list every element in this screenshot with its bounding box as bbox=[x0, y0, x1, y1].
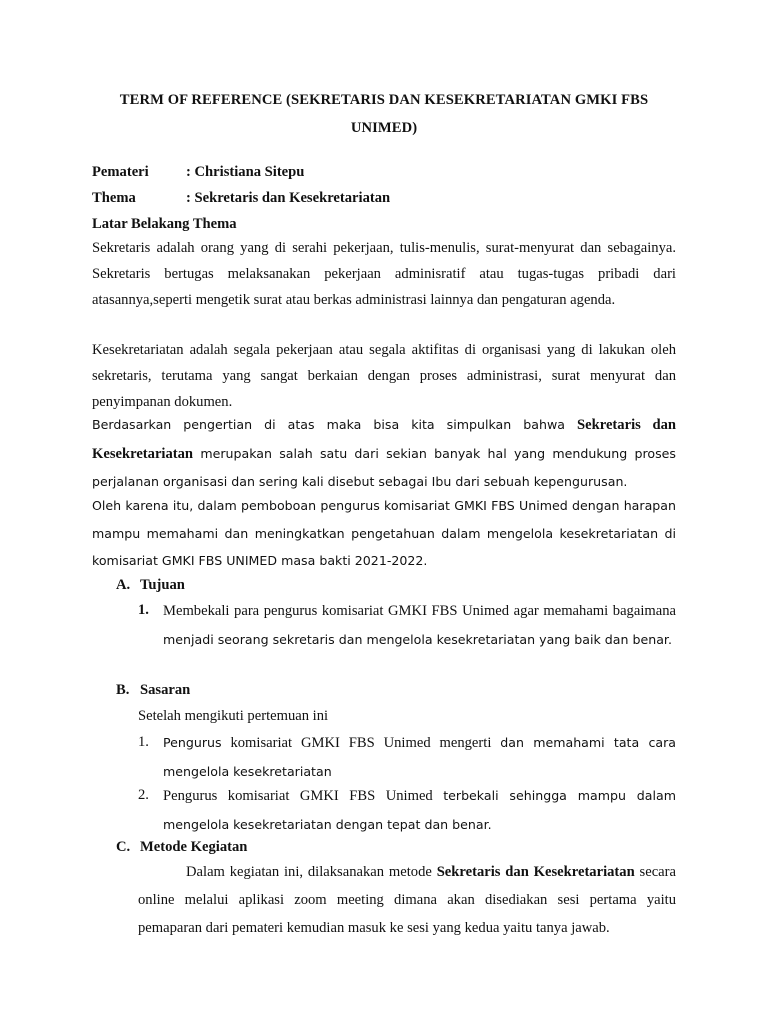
section-a-letter: A. bbox=[116, 577, 131, 593]
sasaran-item-2 bbox=[138, 782, 676, 839]
section-c-title: Metode Kegiatan bbox=[140, 839, 248, 855]
section-c-heading bbox=[116, 837, 247, 857]
tujuan-item-1-serif: Membekali para pengurus komisariat GMKI FBS Unimed agar memahami bagaimana bbox=[163, 603, 676, 619]
sasaran-item-2-number: 2. bbox=[138, 787, 149, 803]
tujuan-item-1 bbox=[138, 597, 676, 654]
section-b-title: Sasaran bbox=[140, 682, 191, 698]
section-a-heading bbox=[116, 575, 185, 595]
sasaran-item-2-serif: Pengurus komisariat GMKI FBS Unimed bbox=[163, 788, 444, 804]
pemateri-value: : Christiana Sitepu bbox=[186, 164, 305, 180]
metode-bold: Sekretaris dan Kesekretariatan bbox=[436, 864, 635, 880]
para3-bold: Sekretaris dan Kesekretariatan bbox=[92, 417, 677, 462]
pemateri-row bbox=[92, 162, 304, 182]
section-c-letter: C. bbox=[116, 839, 131, 855]
section-b-heading bbox=[116, 680, 190, 700]
tujuan-item-1-sans: menjadi seorang sekretaris dan mengelola kesekretariatan yang baik dan benar. bbox=[163, 631, 672, 647]
paragraph-oleh-karena: Oleh karena itu, dalam pemboboan pengurus komisariat GMKI FBS Unimed dengan harapan mampu memahami dan meningkatkan pengetahuan dalam mengelola kesekretariatan di komisariat GMKI FBS UNIMED masa bakti 2021-2022. bbox=[92, 498, 676, 568]
sasaran-item-1-sans-b: dan memahami tata cara mengelola kesekretariatan bbox=[163, 735, 676, 779]
section-b-letter: B. bbox=[116, 682, 130, 698]
sasaran-intro: Setelah mengikuti pertemuan ini bbox=[138, 708, 329, 724]
metode-text-a: Dalam kegiatan ini, dilaksanakan metode bbox=[186, 864, 437, 880]
latar-heading: Latar Belakang Thema bbox=[92, 216, 237, 232]
thema-row bbox=[92, 188, 390, 208]
sasaran-item-1-number: 1. bbox=[138, 734, 149, 750]
sasaran-item-1-sans-a: Pengurus bbox=[163, 735, 222, 750]
sasaran-item-1 bbox=[138, 729, 676, 786]
metode-text-b: secara online melalui aplikasi zoom meeting dimana akan disediakan sesi pertama yaitu pemaparan dari pemateri kemudian masuk ke sesi yang kedua yaitu tanya jawab. bbox=[138, 864, 676, 936]
paragraph-sekretaris: Sekretaris adalah orang yang di serahi pekerjaan, tulis-menulis, surat-menyurat dan sebagainya. Sekretaris bertugas melaksanakan pekerjaan adminisratif atau tugas-tugas pribadi dari atasannya,seperti mengetik surat atau berkas administrasi lainnya dan pengaturan agenda. bbox=[92, 240, 676, 308]
paragraph-berdasarkan bbox=[92, 411, 676, 496]
section-a-title: Tujuan bbox=[140, 577, 185, 593]
para3-text-b: merupakan salah satu dari sekian banyak hal yang mendukung proses perjalanan organisasi dan sering kali disebut sebagai Ibu dari sebuah kepengurusan. bbox=[92, 445, 676, 489]
thema-label: Thema bbox=[92, 190, 136, 206]
sasaran-item-1-serif: komisariat GMKI FBS Unimed mengerti bbox=[221, 735, 501, 751]
paragraph-kesekretariatan: Kesekretariatan adalah segala pekerjaan atau segala aktifitas di organisasi yang di lakukan oleh sekretaris, terutama yang sangat berkaian dengan proses administrasi, surat menyurat dan penyimpanan dokumen. bbox=[92, 342, 676, 410]
thema-value: : Sekretaris dan Kesekretariatan bbox=[186, 190, 391, 206]
document-title: TERM OF REFERENCE (SEKRETARIS DAN KESEKRETARIATAN GMKI FBS UNIMED) bbox=[119, 92, 649, 136]
sasaran-item-2-sans: terbekali sehingga mampu dalam mengelola kesekretariatan dengan tepat dan benar. bbox=[163, 788, 676, 832]
para3-text-a: Berdasarkan pengertian di atas maka bisa kita simpulkan bahwa bbox=[92, 417, 578, 432]
metode-paragraph bbox=[138, 858, 676, 942]
pemateri-label: Pemateri bbox=[92, 164, 149, 180]
tujuan-item-1-number: 1. bbox=[138, 602, 149, 618]
